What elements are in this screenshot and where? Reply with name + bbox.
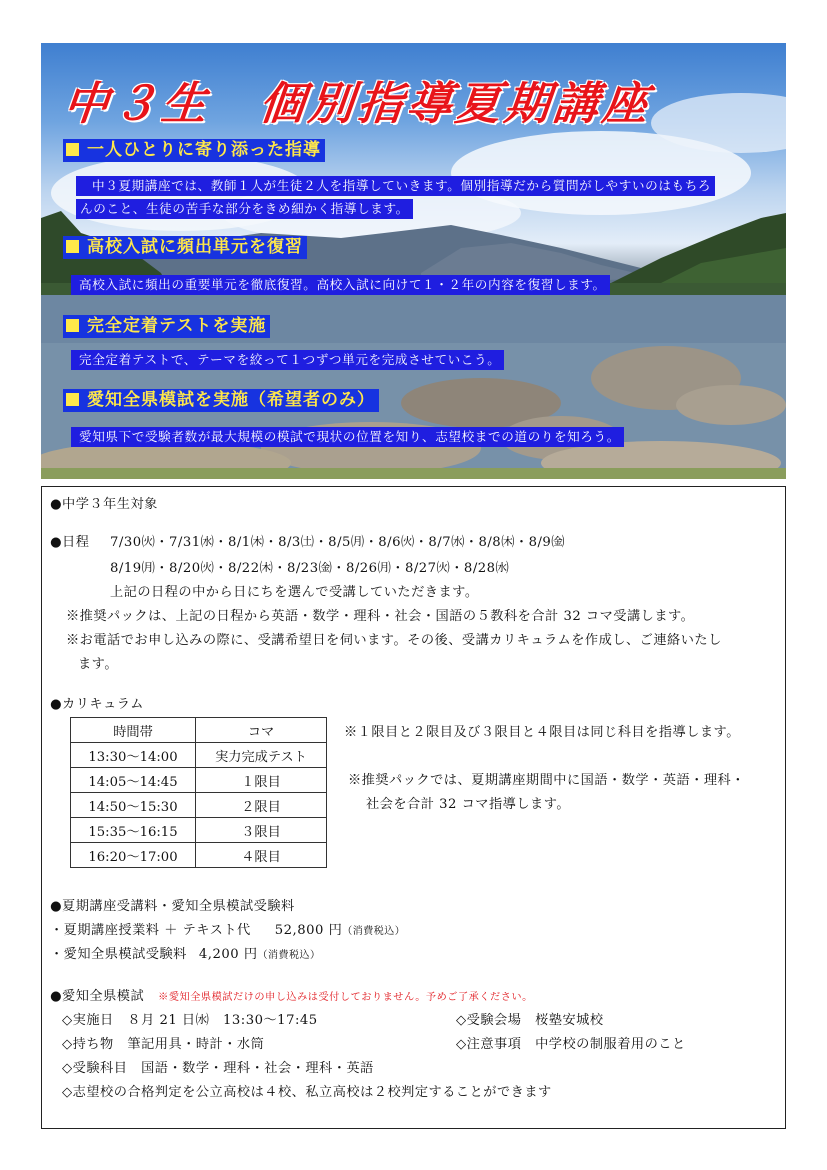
schedule-line-1: 7/30㈫・7/31㈬・8/1㈭・8/3㈯・8/5㈪・8/6㈫・8/7㈬・8/8㈭・8/9㈮ bbox=[110, 535, 565, 550]
curriculum-label: ●カリキュラム bbox=[50, 697, 144, 712]
mock-judgement: ◇志望校の合格判定を公立高校は４校、私立高校は２校判定することができます bbox=[62, 1085, 552, 1100]
note-recommended-pack: ※推奨パックは、上記の日程から英語・数学・理科・社会・国語の５教科を合計 32 コマ受講します。 bbox=[66, 609, 695, 624]
section-heading-4: 愛知全県模試を実施（希望者のみ） bbox=[63, 389, 379, 412]
section-body-2: 高校入試に頻出の重要単元を徹底復習。高校入試に向けて１・２年の内容を復習します。 bbox=[71, 275, 610, 295]
square-bullet-icon bbox=[66, 393, 79, 406]
fee-value-1: 52,800 円 bbox=[274, 923, 343, 938]
table-cell: 実力完成テスト bbox=[196, 743, 327, 768]
square-bullet-icon bbox=[66, 240, 79, 253]
table-cell: 15:35～16:15 bbox=[71, 818, 196, 843]
schedule-note: 上記の日程の中から日にちを選んで受講していただきます。 bbox=[110, 585, 479, 600]
mock-venue: ◇受験会場 桜塾安城校 bbox=[456, 1013, 604, 1028]
tax-note: （消費税込） bbox=[257, 950, 321, 961]
section-body-1b: んのこと、生徒の苦手な部分をきめ細かく指導します。 bbox=[76, 199, 413, 219]
table-cell: １限目 bbox=[196, 768, 327, 793]
fee-line-2: ・愛知全県模試受験料 4,200 円（消費税込） bbox=[50, 947, 321, 962]
curriculum-note-2a: ※推奨パックでは、夏期講座期間中に国語・数学・英語・理科・ bbox=[348, 773, 745, 788]
schedule-label: ●日程 bbox=[50, 535, 90, 550]
table-cell: 16:20～17:00 bbox=[71, 843, 196, 868]
mock-exam-line bbox=[50, 985, 533, 1004]
table-header: コマ bbox=[196, 718, 327, 743]
section-body-3: 完全定着テストで、テーマを絞って１つずつ単元を完成させていこう。 bbox=[71, 350, 504, 370]
fee-value-2: 4,200 円 bbox=[198, 947, 258, 962]
table-row bbox=[71, 843, 327, 868]
square-bullet-icon bbox=[66, 143, 79, 156]
table-row bbox=[71, 793, 327, 818]
course-info-box bbox=[41, 486, 786, 1129]
mock-warning: ※愛知全県模試だけの申し込みは受付しておりません。予めご了承ください。 bbox=[158, 992, 533, 1003]
table-cell: ３限目 bbox=[196, 818, 327, 843]
mock-subjects: ◇受験科目 国語・数学・理科・社会・理科・英語 bbox=[62, 1061, 374, 1076]
table-cell: 14:05～14:45 bbox=[71, 768, 196, 793]
table-row bbox=[71, 818, 327, 843]
table-row bbox=[71, 743, 327, 768]
target-line: ●中学３年生対象 bbox=[50, 497, 158, 512]
mock-caution: ◇注意事項 中学校の制服着用のこと bbox=[456, 1037, 686, 1052]
section-heading-2: 高校入試に頻出単元を復習 bbox=[63, 236, 307, 259]
fee-line-1: ・夏期講座授業料 ＋ テキスト代 52,800 円（消費税込） bbox=[50, 923, 406, 938]
table-cell: 14:50～15:30 bbox=[71, 793, 196, 818]
section-body-1a: 中３夏期講座では、教師１人が生徒２人を指導していきます。個別指導だから質問がしやすいのはもちろ bbox=[76, 176, 715, 196]
tax-note: （消費税込） bbox=[342, 926, 406, 937]
curriculum-note-1: ※１限目と２限目及び３限目と４限目は同じ科目を指導します。 bbox=[344, 725, 740, 740]
mock-exam-label: ●愛知全県模試 bbox=[50, 989, 145, 1004]
mock-date: ◇実施日 ８月 21 日㈬ 13:30～17:45 bbox=[62, 1013, 318, 1028]
schedule-line-2: 8/19㈪・8/20㈫・8/22㈭・8/23㈮・8/26㈪・8/27㈫・8/28㈬ bbox=[110, 561, 510, 576]
hero-banner bbox=[41, 43, 786, 479]
table-cell: 13:30～14:00 bbox=[71, 743, 196, 768]
note-phone-line-1: ※お電話でお申し込みの際に、受講希望日を伺います。その後、受講カリキュラムを作成し、ご連絡いたし bbox=[66, 633, 722, 648]
section-heading-3: 完全定着テストを実施 bbox=[63, 315, 270, 338]
table-cell: ４限目 bbox=[196, 843, 327, 868]
section-heading-1: 一人ひとりに寄り添った指導 bbox=[63, 139, 325, 162]
table-header: 時間帯 bbox=[71, 718, 196, 743]
mock-items: ◇持ち物 筆記用具・時計・水筒 bbox=[62, 1037, 265, 1052]
square-bullet-icon bbox=[66, 319, 79, 332]
page-title: 中３生 個別指導夏期講座 bbox=[60, 77, 655, 130]
table-header-row bbox=[71, 718, 327, 743]
note-phone-line-2: ます。 bbox=[78, 657, 119, 672]
fee-label: ●夏期講座受講料・愛知全県模試受験料 bbox=[50, 899, 295, 914]
table-cell: ２限目 bbox=[196, 793, 327, 818]
table-row bbox=[71, 768, 327, 793]
curriculum-note-2b: 社会を合計 32 コマ指導します。 bbox=[366, 797, 571, 812]
curriculum-table bbox=[70, 717, 327, 868]
section-body-4: 愛知県下で受験者数が最大規模の模試で現状の位置を知り、志望校までの道のりを知ろう。 bbox=[71, 427, 624, 447]
